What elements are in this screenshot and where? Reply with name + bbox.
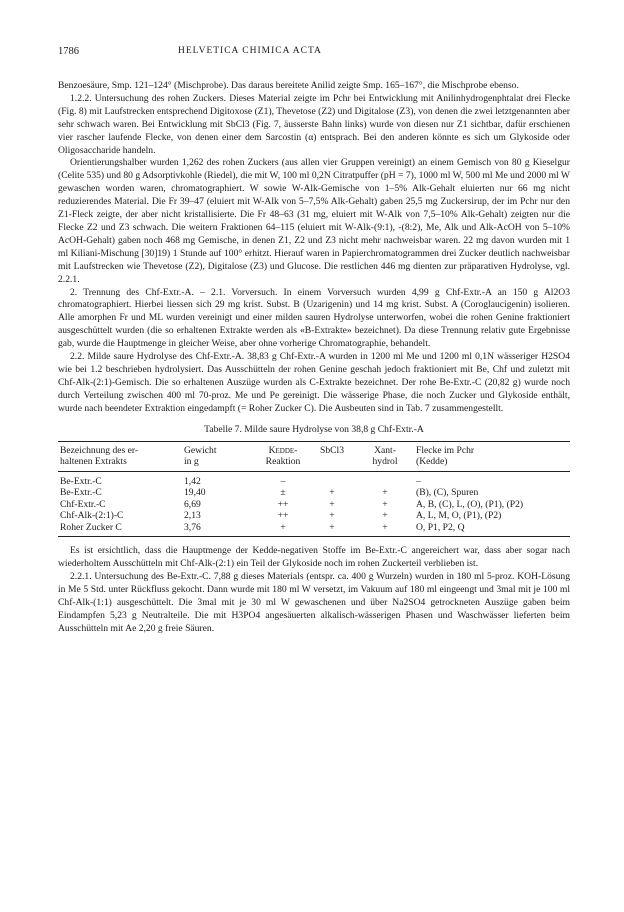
table-cell: + <box>382 510 388 522</box>
paragraph: Es ist ersichtlich, dass die Hauptmenge der Kedde-negativen Stoffe im Be-Extr.-C angereichert war, dass aber sogar nach wiederholtem Ausschütteln mit Chf-Alk-(2:1) ein Teil der Glykoside noch im rohen Zuckerteil verblieben ist. <box>58 545 570 569</box>
table-cell: + <box>329 498 335 510</box>
table-body <box>58 471 570 537</box>
table-header-cell: Reaktion <box>258 456 308 471</box>
table-cell: Chf-Alk-(2:1)-C <box>60 510 124 522</box>
table-cell <box>308 471 356 487</box>
table-row <box>58 487 570 499</box>
table-cell: + <box>382 487 388 499</box>
paragraph: 1.2.2. Untersuchung des rohen Zuckers. Dieses Material zeigte im Pchr bei Entwicklung mit Anilinhydrogenphtalat drei Flecke (Fig. 8) mit Laufstrecken entsprechend Digitoxose (Z1), Thevetose (Z2) und Digitalose (Z3), von denen die zwei letztgenannten aber sehr schwach waren. Bei Entwicklung mit SbCl3 (Fig. 7, äusserste Bahn links) wurde von diesen nur Z1 sichtbar, dafür erschienen vier rascher laufende Flecke, von denen einer dem Sarcostin (α) entsprach. Bei den anderen könnte es sich um Glykoside oder Oligosaccharide handeln. <box>58 92 570 156</box>
table-cell: + <box>329 510 335 522</box>
journal-title: HELVETICA CHIMICA ACTA <box>178 46 322 56</box>
table-cell <box>356 471 414 487</box>
table-cell: + <box>356 522 414 537</box>
page-number: 1786 <box>58 46 79 57</box>
table-cell: A, L, M, O, (P1), (P2) <box>416 510 502 522</box>
table-cell: + <box>382 498 388 510</box>
table-header-cell: in g <box>182 456 258 471</box>
table-cell: ++ <box>277 498 289 510</box>
paragraph: Benzoesäure, Smp. 121–124° (Mischprobe). Das daraus bereitete Anilid zeigte Smp. 165–167°, die Mischprobe ebenso. <box>58 80 519 91</box>
table-cell: Be-Extr.-C <box>60 475 102 487</box>
table-cell: + <box>308 522 356 537</box>
table-header-cell: (Kedde) <box>414 456 570 471</box>
table-cell: Roher Zucker C <box>58 522 182 537</box>
table-cell: + <box>258 522 308 537</box>
table-header-cell: Kedde- <box>258 441 308 456</box>
table-row <box>58 522 570 537</box>
page <box>58 46 570 635</box>
table-cell: ++ <box>277 510 289 522</box>
table-header-cell: Xant- <box>356 441 414 456</box>
table-cell: 19,40 <box>184 487 206 499</box>
table-cell: + <box>329 487 335 499</box>
table-row <box>58 499 570 511</box>
table-cell: (B), (C), Spuren <box>416 487 479 499</box>
table-cell: 6,69 <box>184 498 201 510</box>
table-header-cell: haltenen Extrakts <box>58 456 182 471</box>
table-cell: ± <box>280 487 286 499</box>
table-cell: – <box>280 475 286 487</box>
table-caption: Tabelle 7. Milde saure Hydrolyse von 38,8 g Chf-Extr.-A <box>204 423 424 435</box>
table-header-cell: SbCl3 <box>308 441 356 456</box>
table-cell: Be-Extr.-C <box>60 487 102 499</box>
table-cell: – <box>416 475 421 487</box>
table-header-cell: hydrol <box>356 456 414 471</box>
paragraph: Orientierungshalber wurden 1,262 des rohen Zuckers (aus allen vier Gruppen vereinigt) an einem Gemisch von 80 g Kieselgur (Celite 535) und 80 g Adsorptivkohle (Riedel), die mit W, 100 ml 0,2N Citratpuffer (pH = 7), 1000 ml W, 500 ml Me und 2000 ml W gewaschen worden waren, chromatographiert. W sowie W-Alk-Gemische von 1–5% Alk-Gehalt eluierten nur 66 mg nicht reduzierendes Material. Die Fr 39–47 (eluiert mit W-Alk von 5–7,5% Alk-Gehalt) gaben 25,5 mg Zuckersirup, der im Pchr nur den Z1-Fleck zeigte, der aber nicht kristallisierte. Die Fr 48–63 (31 mg, eluiert mit W-Alk von 7,5–10% Alk-Gehalt) zeigten nur die Flecke Z2 und Z3 schwach. Die weitern Fraktionen 64–115 (eluiert mit W-Alk-(9:1), -(8:2), Me, Alk und Alk-AcOH von 5–10% AcOH-Gehalt) gaben noch 468 mg Gemische, in denen Z1, Z2 und Z3 nicht mehr nachweisbar waren. 22 mg davon wurden mit 1 ml Kiliani-Mischung [30]19) 1 Stunde auf 100° erhitzt. Hierauf waren in Papierchromatogrammen drei Zucker deutlich nachweisbar mit Laufstrecken wie Thevetose (Z2), Digitalose (Z3) und Glucose. Die restlichen 446 mg dienten zur präparativen Hydrolyse, vgl. 2.2.1. <box>58 157 570 285</box>
table-header-cell: Flecke im Pchr <box>414 441 570 456</box>
section-paragraph: 2. Trennung des Chf-Extr.-A. – 2.1. Vorversuch. In einem Vorversuch wurden 4,99 g Chf-Extr.-A an 150 g Al2O3 chromatographiert. Hierbei liessen sich 29 mg krist. Subst. B (Uzarigenin) und 14 mg krist. Subst. A (Coroglaucigenin) isolieren. Alle amorphen Fr und ML wurden vereinigt und einer milden sauren Hydrolyse unterworfen, wobei die rohen Genine fraktioniert ausgeschüttelt wurden (die so erhaltenen Extrakte werden als «B-Extrakte» bezeichnet). Da diese Trennung relativ gute Ergebnisse gab, wurde die Hauptmenge in gleicher Weise, aber ohne vorherige Chromatographie, behandelt. <box>58 286 570 350</box>
table-cell: 3,76 <box>182 522 258 537</box>
table-cell: A, B, (C), L, (O), (P1), (P2) <box>416 498 524 510</box>
table-cell: O, P1, P2, Q <box>414 522 570 537</box>
paragraph: 2.2.1. Untersuchung des Be-Extr.-C. 7,88 g dieses Materials (entspr. ca. 400 g Wurzeln) wurden in 180 ml 5-proz. KOH-Lösung in Me 5 Std. unter Rückfluss gekocht. Dann wurde mit 180 ml W versetzt, im Vakuum auf 180 ml eingeengt und 3mal mit je 100 ml Chf-Alk-(1:1) ausgeschüttelt. Die 3mal mit je 30 ml W gewaschenen und über Na2SO4 getrockneten Auszüge gaben beim Eindampfen 5,23 g Neutralteile. Die mit H3PO4 angesäuerten alkalisch-wässerigen Phasen und Waschwässer lieferten beim Ausschütteln mit Ae 2,20 g freie Säuren. <box>58 570 570 634</box>
table-header-cell <box>308 456 356 471</box>
paragraph: 2.2. Milde saure Hydrolyse des Chf-Extr.-A. 38,83 g Chf-Extr.-A wurden in 1200 ml Me und 1200 ml 0,1N wässeriger H2SO4 wie bei 1.2 beschrieben hydrolysiert. Das Ausschütteln der rohen Genine geschah jedoch fraktioniert mit Be, Chf und zuletzt mit Chf-Alk-(2:1)-Gemisch. Die so erhaltenen Auszüge wurden als C-Extrakte bezeichnet. Der rohe Be-Extr.-C (20,82 g) wurde noch durch Verteilung zwischen 400 ml 70-proz. Me und Pe gereinigt. Die wässerige Phase, die noch Zucker und Glykoside enthält, wurde nach beendeter Extraktion eingedampft (= Roher Zucker C). Die Ausbeuten sind in Tab. 7 zusammengestellt. <box>58 351 570 414</box>
results-table <box>58 441 570 538</box>
table-header-cell: Bezeichnung des er- <box>58 441 182 456</box>
table-cell: 2,13 <box>184 510 201 522</box>
table-cell: Chf-Extr.-C <box>60 498 106 510</box>
table-row <box>58 510 570 522</box>
table-row <box>58 471 570 487</box>
table-header-cell: Gewicht <box>182 441 258 456</box>
table-cell: 1,42 <box>184 475 201 487</box>
running-header <box>58 46 570 60</box>
